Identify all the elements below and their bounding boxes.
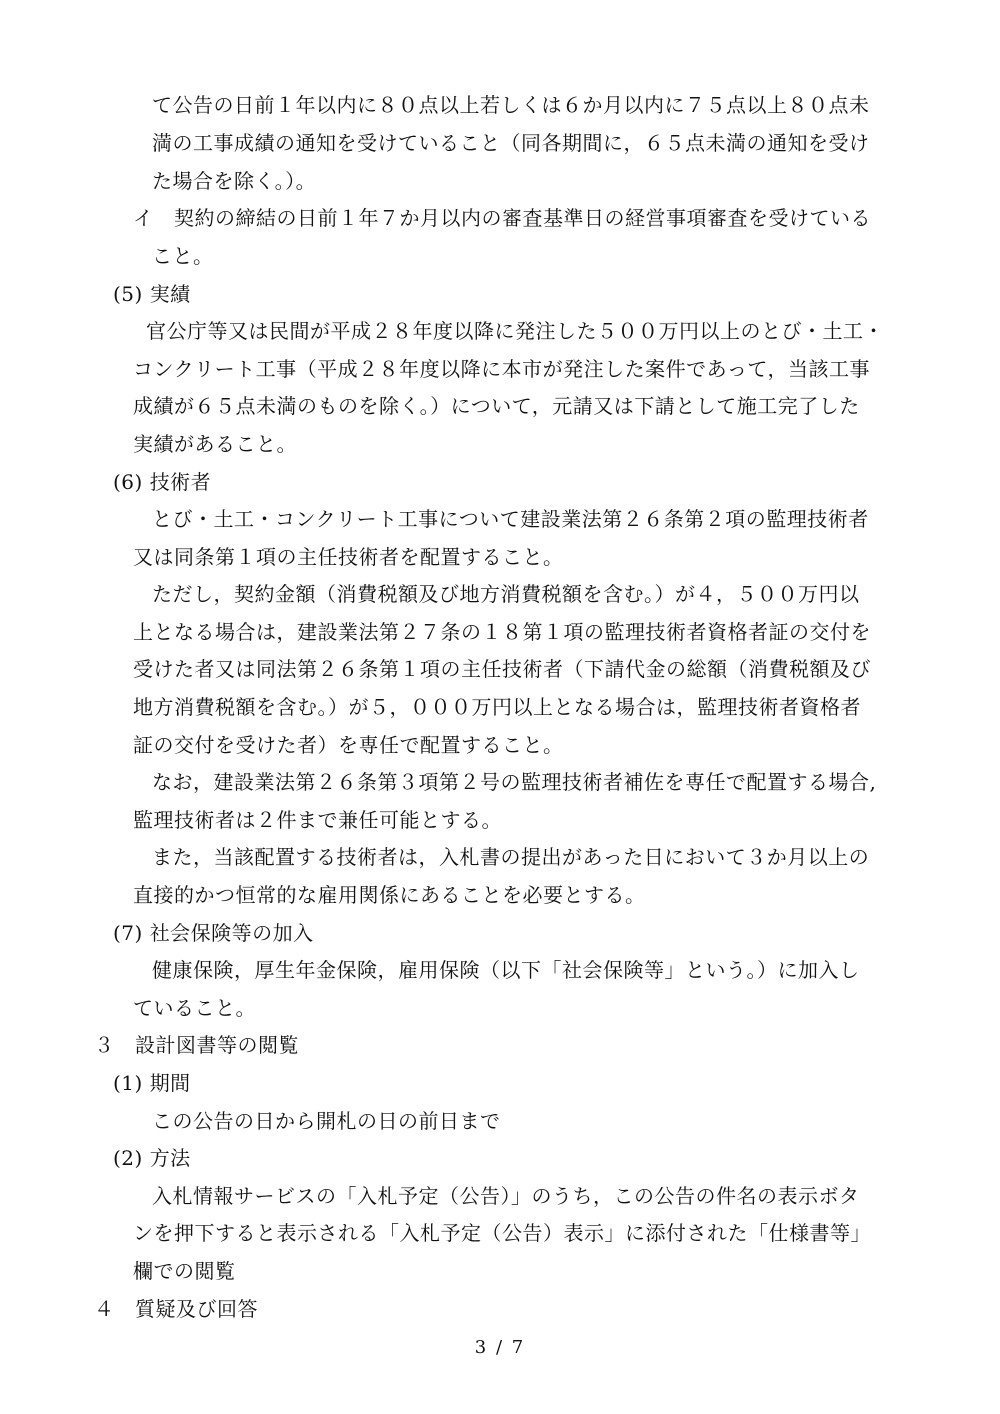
section-heading: ４ 質疑及び回答 [94,1297,258,1321]
section-heading: (7) 社会保険等の加入 [113,921,314,945]
text-line: ただし，契約金額（消費税額及び地方消費税額を含む。）が４，５００万円以 [152,582,860,606]
text-line: 入札情報サービスの「入札予定（公告）」のうち，この公告の件名の表示ボタ [152,1184,860,1208]
text-line: 官公庁等又は民間が平成２８年度以降に発注した５００万円以上のとび・土工・ [146,319,884,343]
text-line: こと。 [152,244,214,268]
text-line: コンクリート工事（平成２８年度以降に本市が発注した案件であって，当該工事 [133,357,870,381]
page-number: 3 / 7 [474,1337,526,1358]
text-line: 監理技術者は２件まで兼任可能とする。 [133,808,502,832]
text-line: なお，建設業法第２６条第３項第２号の監理技術者補佐を専任で配置する場合, [152,770,877,794]
text-line: 直接的かつ恒常的な雇用関係にあることを必要とする。 [133,883,646,907]
text-line: ンを押下すると表示される「入札予定（公告）表示」に添付された「仕様書等」 [133,1221,871,1245]
section-heading: (1) 期間 [113,1071,191,1095]
section-heading: (5) 実績 [113,282,191,306]
section-heading: ３ 設計図書等の閲覧 [94,1033,299,1057]
text-line: 又は同条第１項の主任技術者を配置すること。 [133,545,564,569]
text-line: 実績があること。 [133,432,297,456]
section-heading: (6) 技術者 [113,470,212,494]
text-line: とび・土工・コンクリート工事について建設業法第２６条第２項の監理技術者 [152,507,869,531]
text-line: て公告の日前１年以内に８０点以上若しくは６か月以内に７５点以上８０点未 [152,93,870,117]
text-line: 受けた者又は同法第２６条第１項の主任技術者（下請代金の総額（消費税額及び [133,657,871,681]
section-heading: (2) 方法 [113,1146,191,1170]
text-line: 上となる場合は，建設業法第２７条の１８第１項の監理技術者資格者証の交付を [133,620,871,644]
text-line: 証の交付を受けた者）を専任で配置すること。 [133,733,564,757]
text-line: た場合を除く。）。 [152,169,317,193]
text-line: 成績が６５点未満のものを除く。）について，元請又は下請として施工完了した [133,394,860,418]
text-line: ていること。 [133,996,256,1020]
text-line: 健康保険，厚生年金保険，雇用保険（以下「社会保険等」という。）に加入し [152,958,860,982]
text-line: この公告の日から開札の日の前日まで [152,1109,501,1133]
text-line: 欄での閲覧 [133,1259,236,1283]
text-line: 地方消費税額を含む。）が５，０００万円以上となる場合は，監理技術者資格者 [133,695,861,719]
text-line: また，当該配置する技術者は，入札書の提出があった日において３か月以上の [152,845,870,869]
text-line: イ 契約の締結の日前１年７か月以内の審査基準日の経営事項審査を受けている [133,206,871,230]
text-line: 満の工事成績の通知を受けていること（同各期間に，６５点未満の通知を受け [152,131,870,155]
